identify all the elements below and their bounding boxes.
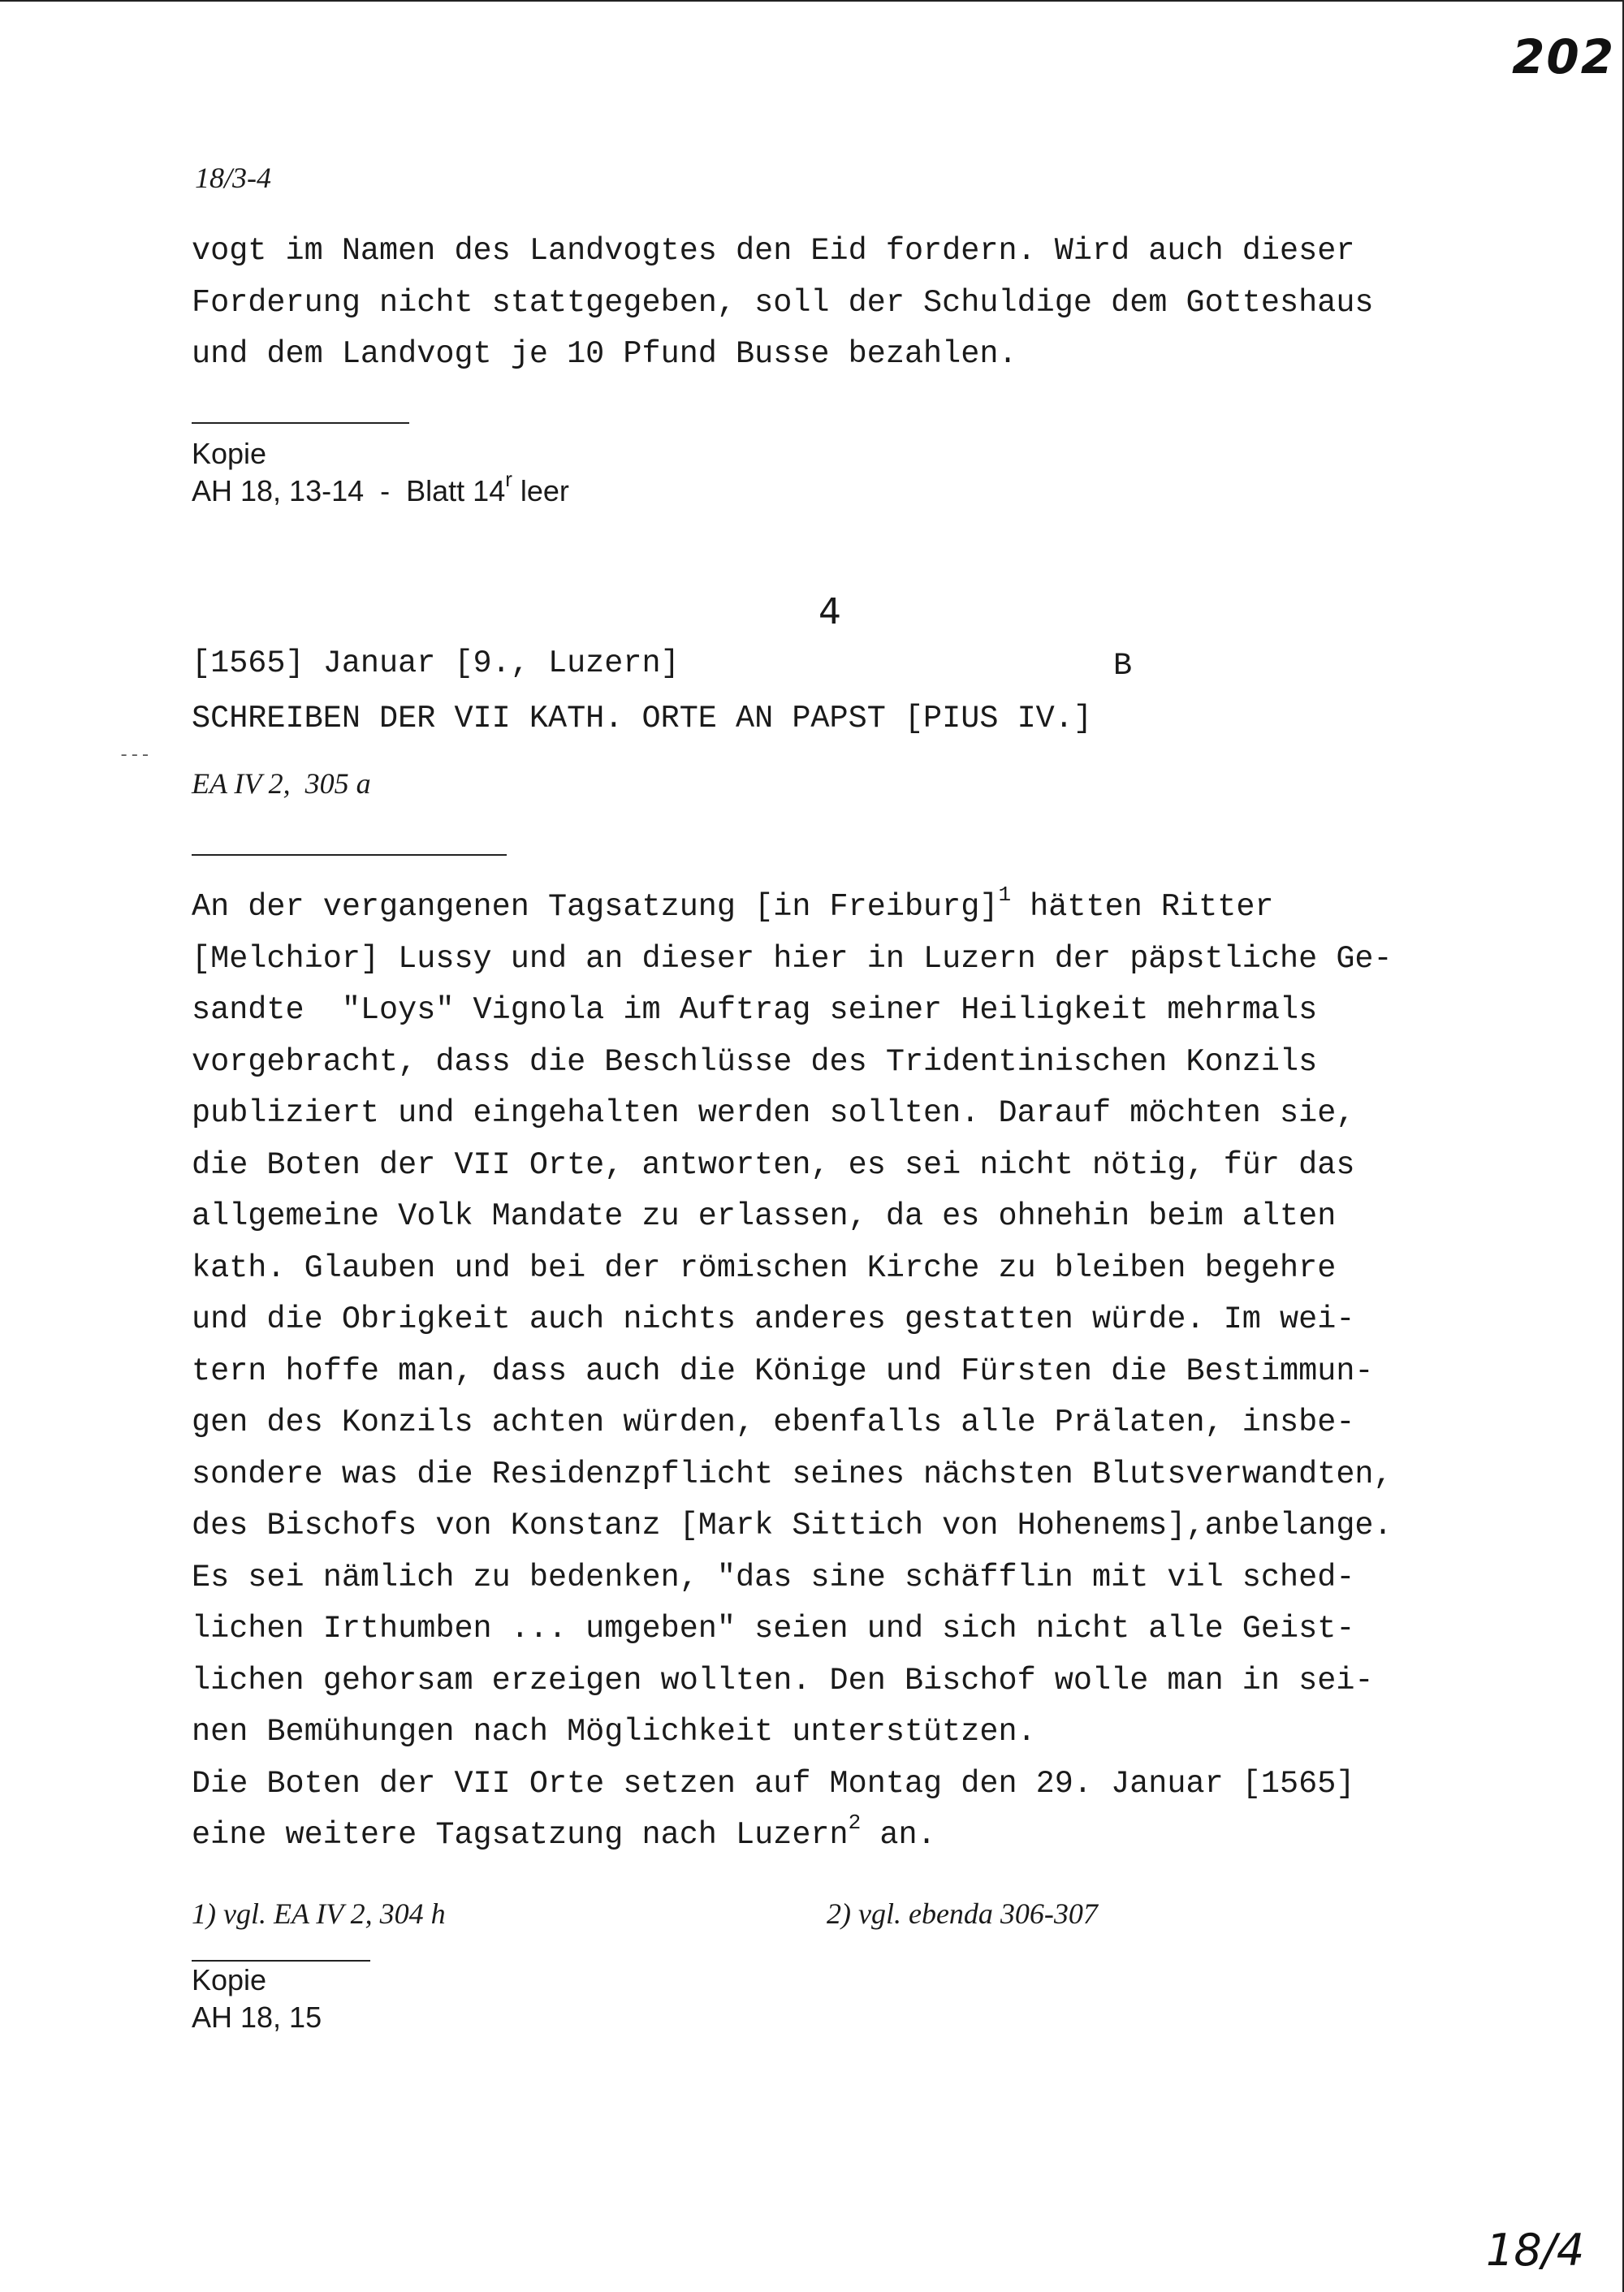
source-reference: AH 18, 13-14 - Blatt 14$^r$ leer bbox=[192, 467, 569, 507]
archive-folio-mark: 18/4 bbox=[1486, 2225, 1585, 2276]
footnote-1: 1) vgl. EA IV 2, 304 h bbox=[192, 1897, 446, 1930]
divider-rule bbox=[192, 854, 507, 856]
text-line: des Bischofs von Konstanz [Mark Sittich von Hohenems],anbelange. bbox=[192, 1508, 1393, 1543]
text-line: gen des Konzils achten würden, ebenfalls alle Prälaten, insbe- bbox=[192, 1405, 1355, 1440]
text-line: vogt im Namen des Landvogtes den Eid fordern. Wird auch dieser bbox=[192, 233, 1355, 269]
text-line: und die Obrigkeit auch nichts anderes gestatten würde. Im wei- bbox=[192, 1301, 1355, 1337]
text-line: kath. Glauben und bei der römischen Kirche zu bleiben begehre bbox=[192, 1250, 1337, 1286]
continuation-paragraph bbox=[192, 226, 1475, 381]
text-line: publiziert und eingehalten werden sollten. Darauf möchten sie, bbox=[192, 1095, 1355, 1131]
text-line: [Melchior] Lussy und an dieser hier in Luzern der päpstliche Ge- bbox=[192, 940, 1393, 977]
text-line: die Boten der VII Orte, antworten, es sei nicht nötig, für das bbox=[192, 1146, 1355, 1183]
text-line: Forderung nicht stattgegeben, soll der Schuldige dem Gotteshaus bbox=[192, 284, 1374, 321]
text-line: sandte "Loys" Vignola im Auftrag seiner Heiligkeit mehrmals bbox=[192, 992, 1318, 1028]
source-label: Kopie bbox=[192, 437, 267, 470]
text-line: Es sei nämlich zu bedenken, "das sine schäfflin mit vil sched- bbox=[192, 1559, 1355, 1595]
text-line: sondere was die Residenzpflicht seines nächsten Blutsverwandten, bbox=[192, 1456, 1393, 1492]
text-line: vorgebracht, dass die Beschlüsse des Tridentinischen Konzils bbox=[192, 1043, 1318, 1080]
document-marker: B bbox=[1113, 648, 1133, 684]
main-paragraph bbox=[192, 882, 1475, 1862]
divider-rule bbox=[192, 422, 409, 424]
page-number: 202 bbox=[1512, 29, 1616, 84]
source-block-2 bbox=[192, 1962, 322, 2036]
text-line: eine weitere Tagsatzung nach Luzern$^2$ an. bbox=[192, 1811, 936, 1853]
text-line: lichen Irthumben ... umgeben" seien und sich nicht alle Geist- bbox=[192, 1611, 1355, 1647]
document-date: [1565] Januar [9., Luzern] bbox=[192, 645, 680, 681]
document-title: SCHREIBEN DER VII KATH. ORTE AN PAPST [PIUS IV.] bbox=[192, 701, 1092, 736]
source-label: Kopie bbox=[192, 1963, 267, 1996]
text-line: und dem Landvogt je 10 Pfund Busse bezahlen. bbox=[192, 336, 1017, 372]
text-line: lichen gehorsam erzeigen wollten. Den Bischof wolle man in sei- bbox=[192, 1662, 1374, 1698]
text-line: Die Boten der VII Orte setzen auf Montag den 29. Januar [1565] bbox=[192, 1765, 1355, 1802]
document-number: 4 bbox=[818, 591, 841, 632]
header-reference: 18/3-4 bbox=[195, 162, 271, 194]
text-line: nen Bemühungen nach Möglichkeit unterstützen. bbox=[192, 1714, 1036, 1750]
text-line: tern hoffe man, dass auch die Könige und Fürsten die Bestimmun- bbox=[192, 1353, 1374, 1389]
source-block-1 bbox=[192, 435, 569, 510]
footnote-2: 2) vgl. ebenda 306-307 bbox=[827, 1897, 1098, 1930]
margin-dash: --- bbox=[119, 745, 151, 766]
text-line: allgemeine Volk Mandate zu erlassen, da es ohnehin beim alten bbox=[192, 1198, 1337, 1234]
text-line: An der vergangenen Tagsatzung [in Freiburg]$^1$ hätten Ritter bbox=[192, 883, 1274, 925]
source-reference: AH 18, 15 bbox=[192, 2001, 322, 2034]
edition-reference: EA IV 2, 305 a bbox=[192, 767, 371, 800]
